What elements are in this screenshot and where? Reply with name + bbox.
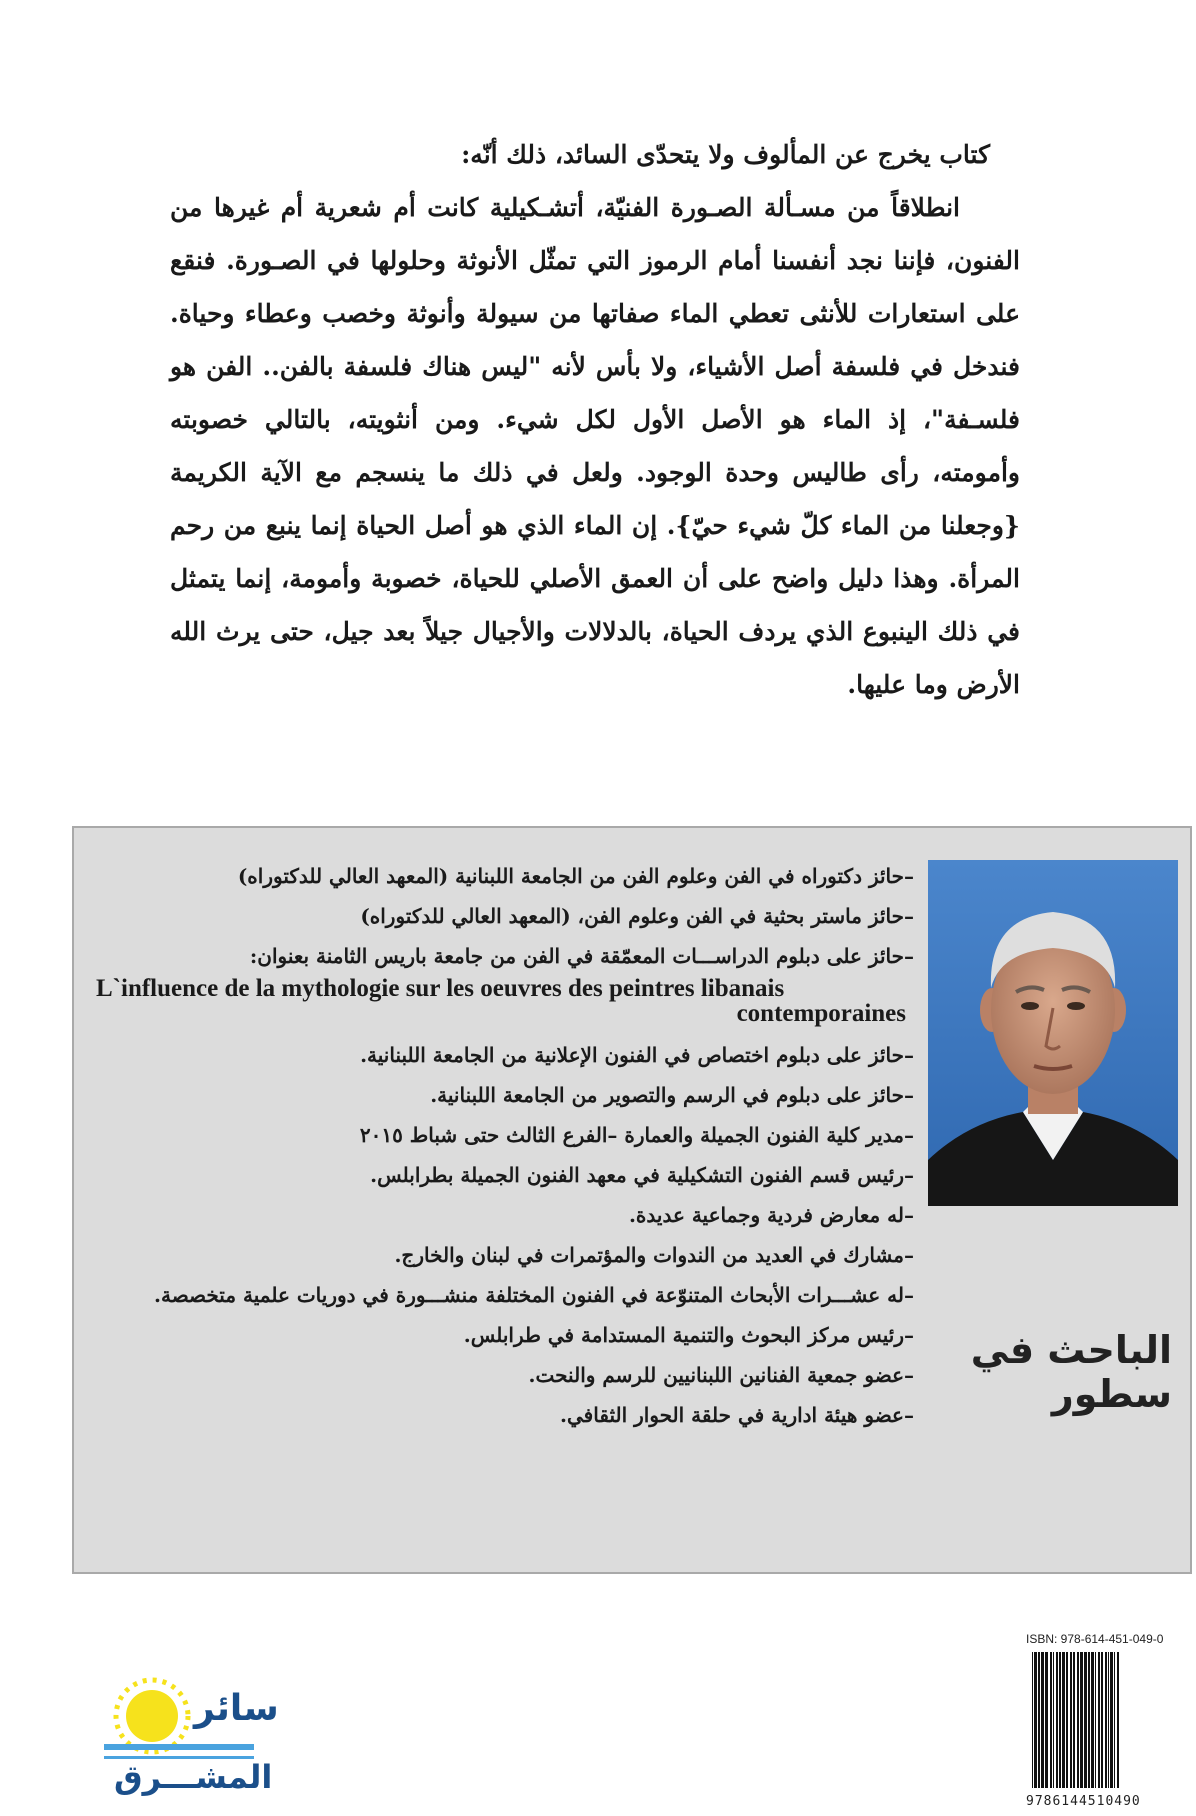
barcode-bar [1038, 1652, 1040, 1788]
barcode-bar [1095, 1652, 1096, 1788]
bio-item: –له معارض فردية وجماعية عديدة. [628, 1203, 914, 1227]
barcode-bar [1105, 1652, 1107, 1788]
bio-item: –عضو جمعية الفنانين اللبنانيين للرسم والنحت. [528, 1363, 914, 1387]
barcode-bar [1032, 1652, 1033, 1788]
barcode-bar [1070, 1652, 1072, 1788]
barcode-bar [1034, 1652, 1037, 1788]
barcode-bar [1114, 1652, 1115, 1788]
barcode-bar [1053, 1652, 1054, 1788]
bio-heading: الباحث في سطور [970, 1328, 1172, 1416]
isbn-barcode [1026, 1632, 1196, 1816]
intro-passage [170, 128, 1020, 711]
barcode-bar [1050, 1652, 1052, 1788]
isbn-label: ISBN: 978-614-451-049-0 [1026, 1632, 1164, 1646]
bio-item: –عضو هيئة ادارية في حلقة الحوار الثقافي. [560, 1403, 914, 1427]
barcode-bar [1101, 1652, 1103, 1788]
barcode-bar [1056, 1652, 1058, 1788]
intro-lead: كتاب يخرج عن المألوف ولا يتحدّى السائد، ذلك أنّه: [461, 140, 990, 169]
barcode-bar [1117, 1652, 1119, 1788]
bio-item: –رئيس مركز البحوث والتنمية المستدامة في طرابلس. [463, 1323, 914, 1347]
barcode-bar [1073, 1652, 1075, 1788]
bio-item: –مدير كلية الفنون الجميلة والعمارة –الفرع الثالث حتى شباط ٢٠١٥ [359, 1123, 914, 1147]
author-photo [928, 860, 1178, 1206]
publisher-name-bottom: المشـــرق [114, 1758, 273, 1796]
bio-item: –مشارك في العديد من الندوات والمؤتمرات في لبنان والخارج. [394, 1243, 914, 1267]
bio-item: –حائز ماستر بحثية في الفن وعلوم الفن، (المعهد العالي للدكتوراه) [360, 904, 914, 928]
barcode-bar [1091, 1652, 1094, 1788]
bio-list [84, 856, 914, 1435]
barcode-bar [1059, 1652, 1061, 1788]
bio-item: –رئيس قسم الفنون التشكيلية في معهد الفنون الجميلة بطرابلس. [370, 1163, 914, 1187]
publisher-logo [104, 1660, 304, 1800]
barcode-digits: 9786144510490 [1026, 1794, 1141, 1809]
author-bio-box [72, 826, 1192, 1574]
barcode-bar [1077, 1652, 1079, 1788]
barcode-bar [1066, 1652, 1068, 1788]
barcode-bar [1110, 1652, 1113, 1788]
publisher-name-top: سائر [194, 1688, 279, 1729]
barcode-bar [1088, 1652, 1090, 1788]
barcode-bar [1062, 1652, 1065, 1788]
bio-item: –حائز دكتوراه في الفن وعلوم الفن من الجامعة اللبنانية (المعهد العالي للدكتوراه) [237, 864, 914, 888]
barcode-bars [1026, 1652, 1196, 1792]
thesis-title-line: L`influence de la mythologie sur les oeuvres des peintres libanais [96, 975, 785, 1002]
bio-item: –له عشـــرات الأبحاث المتنوّعة في الفنون المختلفة منشـــورة في دوريات علمية متخصصة. [154, 1283, 914, 1307]
barcode-bar [1041, 1652, 1044, 1788]
bio-item: –حائز على دبلوم الدراســـات المعمّقة في الفن من جامعة باريس الثامنة بعنوان: [249, 944, 914, 968]
barcode-bar [1080, 1652, 1083, 1788]
bio-item: –حائز على دبلوم في الرسم والتصوير من الجامعة اللبنانية. [430, 1083, 914, 1107]
bio-item: –حائز على دبلوم اختصاص في الفنون الإعلانية من الجامعة اللبنانية. [360, 1043, 914, 1067]
barcode-bar [1098, 1652, 1100, 1788]
barcode-bar [1045, 1652, 1048, 1788]
intro-body: انطلاقاً من مسـألة الصـورة الفنيّة، أتشـكيلية كانت أم شعرية أم غيرها من الفنون، فإننا نجد أنفسنا أمام الرموز التي تمثّل الأنوثة وحلولها في الصـورة. فنقع على استعارات للأنثى تعطي الماء صفاتها من سيولة وأنوثة وخصب وعطاء وحياة. فندخل في فلسفة أصل الأشياء، ولا بأس لأنه "ليس هناك فلسفة بالفن.. الفن هو فلسـفة"، إذ الماء هو الأصل الأول لكل شيء. ومن أنثويته، بالتالي خصوبته وأمومته، رأى طاليس وحدة الوجود. ولعل في ذلك ما ينسجم مع الآية الكريمة {وجعلنا من الماء كلّ شيء حيّ}. إن الماء الذي هو أصل الحياة إنما ينبع من رحم المرأة. وهذا دليل واضح على أن العمق الأصلي للحياة، خصوبة وأمومة، إنما يتمثل في ذلك الينبوع الذي يردف الحياة، بالدلالات والأجيال جيلاً بعد جيل، حتى يرث الله الأرض وما عليها. [170, 193, 1020, 699]
thesis-title-line-2: contemporaines [736, 1000, 906, 1027]
barcode-bar [1084, 1652, 1087, 1788]
barcode-bar [1108, 1652, 1109, 1788]
